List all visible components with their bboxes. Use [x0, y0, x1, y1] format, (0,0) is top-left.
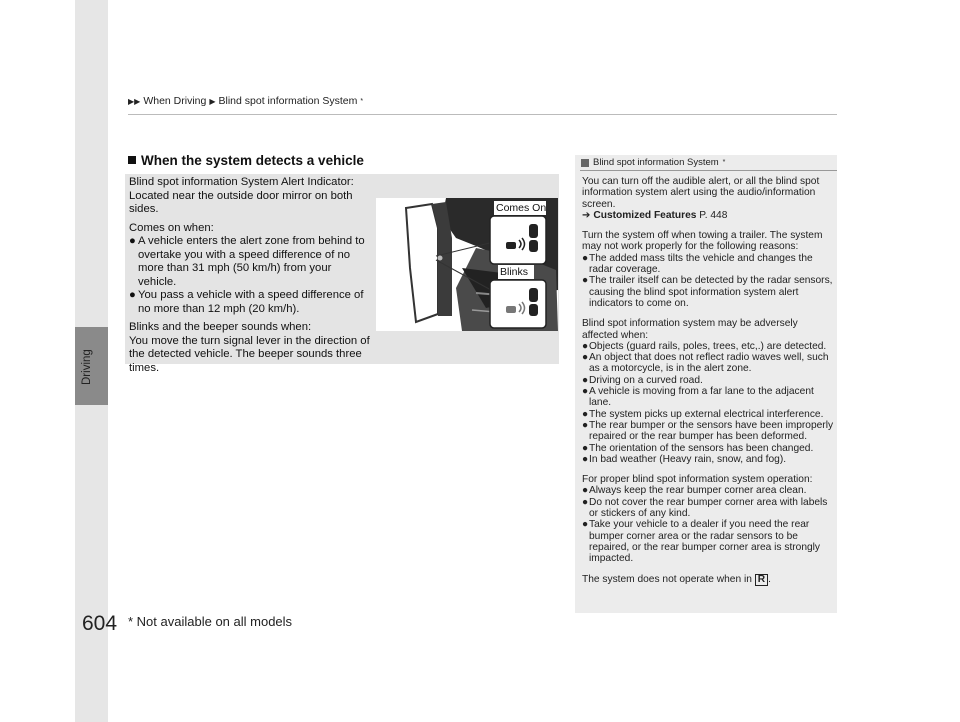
note-body — [582, 176, 834, 586]
list-item-text: Objects (guard rails, poles, trees, etc,.) are detected. — [589, 340, 827, 352]
list-item — [582, 497, 834, 520]
section-heading — [128, 153, 364, 168]
alert-indicator-callout — [125, 174, 559, 374]
bullet-icon: ● — [582, 408, 589, 420]
callout-text — [129, 176, 371, 375]
list-item — [582, 443, 834, 454]
bullet-icon: ● — [582, 485, 589, 497]
breadcrumb — [128, 95, 363, 107]
list-item — [582, 409, 834, 420]
bullet-icon: ● — [582, 419, 589, 431]
label-comes-on: Comes On — [496, 202, 547, 214]
list-item — [582, 519, 834, 564]
bullet-icon: ● — [582, 275, 589, 287]
bullet-icon: ● — [582, 252, 589, 264]
list-item-text: The system picks up external electrical interference. — [589, 408, 824, 420]
bullet-icon: ● — [582, 386, 589, 398]
list-item-text: Driving on a curved road. — [589, 374, 703, 386]
list-item — [582, 454, 834, 465]
note-rule — [580, 170, 837, 171]
arrow-icon: ▶ — [209, 96, 216, 106]
double-arrow-icon: ▶▶ — [128, 96, 141, 106]
list-item-text: In bad weather (Heavy rain, snow, and fog). — [589, 453, 787, 465]
list-item — [129, 289, 371, 316]
reference-label[interactable]: Customized Features — [593, 209, 697, 221]
list-item — [582, 386, 834, 409]
bullet-icon: ● — [129, 235, 136, 247]
note-final-prefix: The system does not operate when in — [582, 573, 752, 585]
bullet-icon: ● — [582, 352, 589, 364]
bullet-icon: ● — [582, 519, 589, 531]
bullet-icon: ● — [582, 453, 589, 465]
list-item-text: A vehicle is moving from a far lane to the adjacent lane. — [589, 386, 814, 409]
reference-arrow-icon: ➔ — [582, 209, 594, 221]
list-item-text: The orientation of the sensors has been changed. — [589, 442, 814, 454]
list-item — [582, 275, 834, 309]
list-item — [582, 352, 834, 375]
note-intro: You can turn off the audible alert, or all the blind spot information system alert using the audio/information screen. — [582, 176, 820, 210]
note-asterisk: * — [722, 159, 726, 166]
note-final-suffix: . — [768, 573, 771, 585]
list-item-text: A vehicle enters the alert zone from behind to overtake you with a speed difference of no more than 31 mph (50 km/h) from your vehicle. — [138, 235, 365, 288]
page-number: 604 — [82, 612, 118, 635]
note-tow: Turn the system off when towing a trailer. The system may not work properly for the following reasons: — [582, 230, 823, 253]
mirror-illustration — [376, 198, 558, 331]
header-rule — [128, 114, 837, 115]
breadcrumb-item-when-driving[interactable]: When Driving — [143, 95, 207, 107]
callout-blinks: Blinks and the beeper sounds when: — [129, 321, 312, 333]
bullet-icon: ● — [582, 496, 589, 508]
sidebar-bottom — [75, 405, 108, 722]
note-icon — [581, 159, 589, 167]
section-heading-text: When the system detects a vehicle — [141, 153, 364, 168]
bullet-icon: ● — [582, 442, 589, 454]
label-blinks: Blinks — [500, 266, 529, 278]
list-item-text: The rear bumper or the sensors have been improperly repaired or the rear bumper has been deformed. — [589, 419, 834, 443]
list-item — [582, 375, 834, 386]
note-final — [582, 574, 834, 586]
sidebar-top — [75, 0, 108, 327]
list-item-text: You pass a vehicle with a speed difference of no more than 12 mph (20 km/h). — [138, 289, 364, 315]
note-header — [581, 157, 725, 168]
list-item — [582, 420, 834, 443]
list-item-text: Do not cover the rear bumper corner area with labels or stickers of any kind. — [589, 496, 828, 520]
breadcrumb-asterisk: * — [360, 97, 364, 105]
bullet-icon: ● — [129, 289, 136, 301]
bullet-icon: ● — [582, 340, 589, 352]
square-bullet-icon — [128, 156, 136, 164]
breadcrumb-item-blind-spot[interactable]: Blind spot information System — [218, 95, 358, 107]
reference-link[interactable] — [582, 210, 834, 221]
callout-title: Blind spot information System Alert Indicator: — [129, 176, 354, 188]
list-item — [582, 485, 834, 496]
callout-comes-on: Comes on when: — [129, 221, 214, 234]
list-item-text: Take your vehicle to a dealer if you need the rear bumper corner area or the radar sensors to be repaired, or the rear bumper corner area is strongly impacted. — [589, 519, 821, 565]
list-item-text: The added mass tilts the vehicle and changes the radar coverage. — [589, 252, 813, 276]
list-item-text: Always keep the rear bumper corner area clean. — [589, 485, 807, 497]
bullet-icon: ● — [582, 374, 589, 386]
callout-location: Located near the outside door mirror on both sides. — [129, 189, 353, 215]
side-note — [575, 155, 837, 613]
gear-r-icon: R — [755, 574, 768, 586]
list-item-text: The trailer itself can be detected by the radar sensors, causing the blind spot information system alert indicators to come on. — [589, 275, 833, 309]
reference-page[interactable]: P. 448 — [699, 209, 728, 221]
sidebar-chapter-label: Driving — [81, 349, 93, 385]
note-affected: Blind spot information system may be adversely affected when: — [582, 318, 798, 341]
note-proper: For proper blind spot information system operation: — [582, 474, 813, 486]
list-item — [582, 341, 834, 352]
list-item — [129, 235, 371, 289]
list-item — [582, 253, 834, 276]
note-title: Blind spot information System — [593, 157, 719, 168]
footnote: * Not available on all models — [128, 614, 293, 629]
callout-turn-signal: You move the turn signal lever in the direction of the detected vehicle. The beeper sounds three times. — [129, 334, 370, 374]
list-item-text: An object that does not reflect radio waves well, such as a motorcycle, is in the alert zone. — [589, 352, 829, 375]
